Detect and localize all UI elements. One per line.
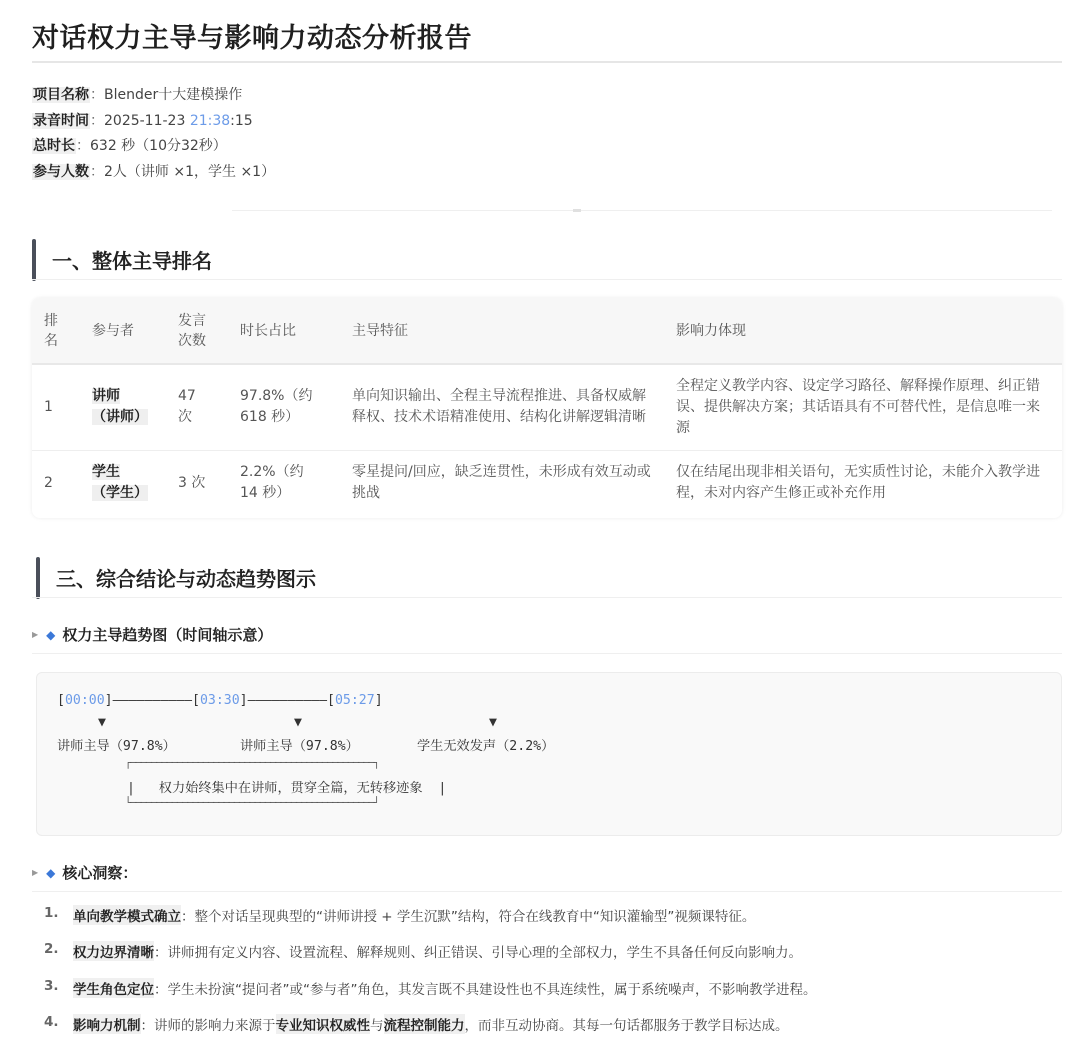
cell-participant: 学生 （学生） <box>92 464 148 502</box>
marker-icon: ▼ <box>489 715 497 730</box>
cell-count: 3 次 <box>178 474 206 491</box>
meta-participants-label: 参与人数 <box>33 163 89 180</box>
cell-ratio: 2.2%（约 14 秒） <box>240 464 304 502</box>
timeline-axis: [00:00]——————————[03:30]——————————[05:27] <box>57 693 383 708</box>
table-header-row <box>32 298 1062 364</box>
meta-project: 项目名称：Blender十大建模操作 <box>33 87 243 103</box>
timeline-label-0: 讲师主导（97.8%） <box>57 739 176 754</box>
diamond-icon: ◆ <box>46 627 56 642</box>
list-item: 4. 影响力机制 ：讲师的影响力来源于 专业知识权威性 与 流程控制能力 ，而非互动协商。其每一句话都服务于教学目标达成。 <box>44 1013 789 1034</box>
marker-icon: ▼ <box>98 715 106 730</box>
cell-influence: 仅在结尾出现非相关语句，无实质性讨论，未能介入教学进程，未对内容产生修正或补充作用 <box>676 464 1040 502</box>
cell-participant: 讲师 （讲师） <box>92 388 148 426</box>
cell-features: 单向知识输出、全程主导流程推进、具备权威解释权、技术术语精准使用、结构化讲解逻辑清晰 <box>352 388 646 426</box>
list-item: 2. 权力边界清晰 ：讲师拥有定义内容、设置流程、解释规则、纠正错误、引导心理的全部权力，学生不具备任何反向影响力。 <box>44 941 802 962</box>
meta-record-seconds: :15 <box>230 112 253 129</box>
collapse-triangle-icon[interactable]: ▶ <box>32 868 39 877</box>
insights-heading: ▶ ◆ 核心洞察： <box>32 864 138 882</box>
section3-heading: 三、综合结论与动态趋势图示 <box>56 567 316 591</box>
header-ratio: 时长占比 <box>240 322 296 339</box>
meta-participants-value: 2人（讲师 ×1，学生 ×1） <box>104 163 276 180</box>
summary-box-top: ┌───────────────────────────────────────────────┐ <box>125 757 379 769</box>
page-title: 对话权力主导与影响力动态分析报告 <box>32 23 472 54</box>
cell-features: 零星提问/回应，缺乏连贯性，未形成有效互动或挑战 <box>352 464 651 502</box>
collapse-triangle-icon[interactable]: ▶ <box>32 630 39 639</box>
section1-heading-rule <box>32 279 1062 280</box>
timeline-label-2: 学生无效发声（2.2%） <box>417 739 555 754</box>
table-row <box>32 364 1062 450</box>
summary-box-bottom: └───────────────────────────────────────────────┘ <box>125 797 379 809</box>
summary-box-text: | 权力始终集中在讲师，贯穿全篇，无转移迹象 | <box>127 781 447 796</box>
meta-info <box>32 83 275 185</box>
section-divider <box>232 210 1052 211</box>
marker-icon: ▼ <box>294 715 302 730</box>
meta-record-label: 录音时间 <box>33 112 89 129</box>
meta-duration: 总时长：632 秒（10分32秒） <box>33 138 227 154</box>
ranking-table <box>32 298 1062 518</box>
insights-heading-rule <box>32 891 1062 892</box>
meta-project-label: 项目名称 <box>33 87 89 103</box>
header-participant: 参与者 <box>92 322 134 339</box>
trend-heading: ▶ ◆ 权力主导趋势图（时间轴示意） <box>32 626 273 644</box>
list-item: 1. 单向教学模式确立 ：整个对话呈现典型的“讲师讲授 + 学生沉默”结构，符合在线教育中“知识灌输型”视频课特征。 <box>44 905 756 925</box>
title-divider <box>32 61 1062 63</box>
list-item: 3. 学生角色定位 ：学生未扮演“提问者”或“参与者”角色，其发言既不具建设性也不具连续性，属于系统噪声，不影响教学进程。 <box>44 977 817 998</box>
meta-project-value: Blender十大建模操作 <box>104 87 243 103</box>
diamond-icon: ◆ <box>46 865 56 880</box>
header-features: 主导特征 <box>352 322 408 339</box>
header-count: 发言 次数 <box>178 312 206 349</box>
timeline-label-1: 讲师主导（97.8%） <box>240 739 359 754</box>
section1-heading: 一、整体主导排名 <box>52 249 212 273</box>
cell-rank: 2 <box>44 474 53 491</box>
insights-list <box>32 905 816 1050</box>
meta-duration-label: 总时长 <box>33 138 75 154</box>
meta-participants: 参与人数：2人（讲师 ×1，学生 ×1） <box>33 163 276 180</box>
timeline-code-block <box>36 672 1062 836</box>
meta-duration-value: 632 秒（10分32秒） <box>90 138 227 154</box>
section-divider-ornament <box>573 209 581 212</box>
cell-influence: 全程定义教学内容、设定学习路径、解释操作原理、纠正错误、提供解决方案；其话语具有不可替代性，是信息唯一来源 <box>676 377 1040 436</box>
cell-ratio: 97.8%（约 618 秒） <box>240 388 313 426</box>
meta-record-date: 2025-11-23 <box>104 112 190 129</box>
meta-record-time-highlight: 21:38 <box>189 112 231 129</box>
cell-count: 47 次 <box>178 388 196 426</box>
trend-heading-rule <box>32 653 1062 654</box>
cell-rank: 1 <box>44 398 53 415</box>
header-rank: 排 名 <box>44 312 58 349</box>
section3-heading-rule <box>32 597 1062 598</box>
meta-record-time: 录音时间：2025-11-23 21:38:15 <box>33 112 253 129</box>
header-influence: 影响力体现 <box>676 322 746 339</box>
table-row <box>32 450 1062 516</box>
